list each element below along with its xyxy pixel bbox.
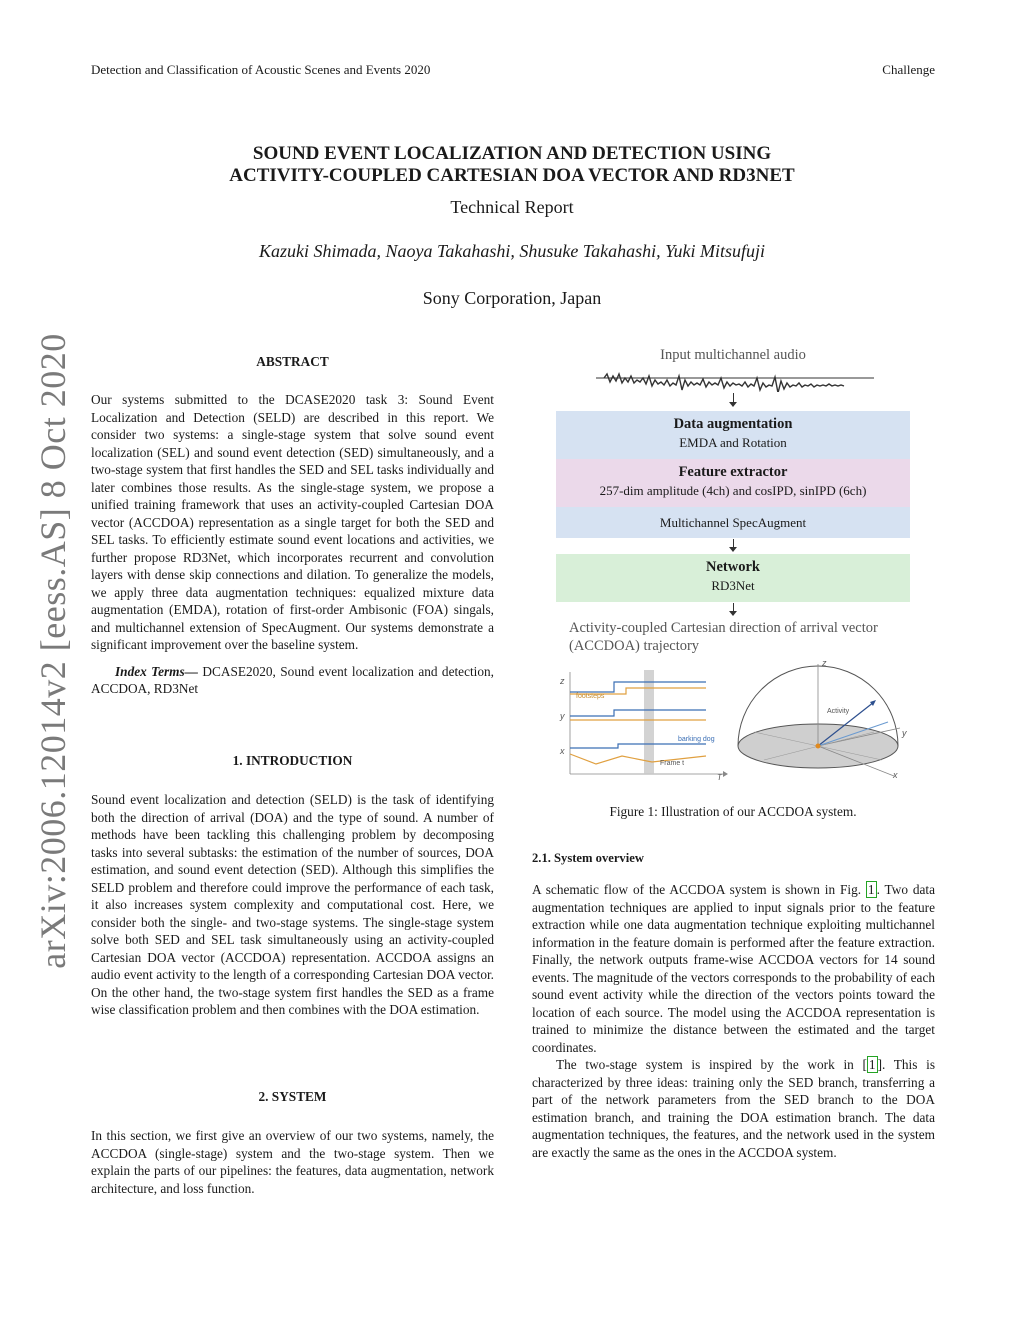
fig-1-ref-link[interactable]: 1	[867, 882, 875, 897]
accdoa-trajectory-label	[569, 619, 878, 655]
arrow-1-head	[729, 402, 737, 407]
paper-title	[150, 143, 874, 187]
plot-axis-x: x	[560, 746, 565, 756]
overview-p1-a: A schematic flow of the ACCDOA system is shown in Fig.	[532, 882, 866, 897]
title-line-1: SOUND EVENT LOCALIZATION AND DETECTION USING	[252, 143, 772, 164]
fig-input-label: Input multichannel audio	[660, 347, 806, 363]
trajectory-line-2: (ACCDOA) trajectory	[569, 638, 700, 654]
network-sub: RD3Net	[711, 578, 755, 593]
overview-p2-b: ]. This is characterized by three ideas: training only the SED branch, transferring a part of the network parameters from the SED branch to the DOA estimation branch, and training the DOA estimation branch. The data augmentation techniques, the features, and the network used in the system are exactly the same as the ones in the ACCDOA system.	[532, 1057, 935, 1160]
waveform-graphic	[594, 364, 874, 392]
footsteps-label: footsteps	[576, 693, 605, 700]
activity-label: Activity	[827, 708, 850, 715]
abstract-text: Our systems submitted to the DCASE2020 task 3: Sound Event Localization and Detection (SELD) are described in this report. We consider two systems: a single-stage system that solve sound event localization (SEL) and sound event detection (SED) simultaneously, and a two-stage system that first handles the SED and SEL tasks individually and later combines those results. As the single-stage system, we propose a unified training framework that uses an activity-coupled Cartesian DOA vector (ACCDOA) representation as a single target for both the SED and SEL tasks. To efficiently estimate sound event locations and activities, we further propose RD3Net, which incorporates recurrent and convolution layers with dense skip connections and dilation. To generalize the models, we apply three data augmentation techniques: equalized mixture data augmentation (EMDA), rotation of first-order Ambisonic (FOA) singals, and multichannel extension of SpecAugment. Our systems demonstrate a significant improvement over the baseline system.	[91, 392, 494, 652]
authors: Kazuki Shimada, Naoya Takahashi, Shusuke Takahashi, Yuki Mitsufuji	[258, 241, 766, 261]
T-label: T	[717, 773, 722, 782]
intro-heading: 1. INTRODUCTION	[232, 753, 353, 768]
data-augmentation-sub: EMDA and Rotation	[679, 435, 787, 450]
feature-extractor-sub: 257-dim amplitude (4ch) and cosIPD, sinIPD (6ch)	[599, 483, 867, 498]
system-text: In this section, we first give an overview of our two systems, namely, the ACCDOA (single-stage) system and the two-stage system. Then we explain the parts of our pipelines: the features, data augmentation, network architecture, and loss function.	[91, 1128, 494, 1196]
network-band	[556, 554, 910, 602]
hemi-axis-y: y	[902, 728, 907, 738]
abstract-heading: ABSTRACT	[256, 354, 329, 369]
running-header-right: Challenge	[882, 62, 935, 77]
arrow-3-head	[729, 611, 737, 616]
overview-paragraph-2	[532, 1056, 935, 1161]
title-line-2: ACTIVITY-COUPLED CARTESIAN DOA VECTOR AND RD3NET	[229, 165, 795, 186]
data-augmentation-band	[556, 411, 910, 459]
frame-label: Frame t	[660, 760, 685, 767]
arxiv-stamp: arXiv:2006.12014v2 [eess.AS] 8 Oct 2020	[33, 333, 73, 969]
specaugment-band	[556, 507, 910, 538]
abstract-body	[91, 391, 494, 698]
index-terms	[91, 663, 494, 698]
subtitle: Technical Report	[450, 197, 574, 217]
figure-caption: Figure 1: Illustration of our ACCDOA system.	[609, 804, 857, 819]
data-augmentation-title: Data augmentation	[673, 416, 793, 432]
system-heading: 2. SYSTEM	[258, 1089, 327, 1104]
index-terms-text: DCASE2020, Sound event localization and detection, ACCDOA, RD3Net	[91, 663, 494, 696]
plot-axis-y: y	[560, 711, 565, 721]
arrow-2-head	[729, 547, 737, 552]
index-terms-label: Index Terms—	[115, 663, 198, 679]
specaugment-label: Multichannel SpecAugment	[659, 515, 807, 530]
overview-heading: 2.1. System overview	[532, 851, 644, 865]
feature-extractor-title: Feature extractor	[678, 464, 788, 480]
overview-p2-a: The two-stage system is inspired by the work in [	[556, 1057, 867, 1072]
barking-dog-label: barking dog	[678, 736, 715, 743]
hemisphere-graphic	[734, 658, 914, 782]
citation-1-link[interactable]: 1	[868, 1057, 876, 1072]
hemi-axis-x: x	[893, 770, 898, 780]
network-title: Network	[706, 559, 760, 575]
trajectory-line-1: Activity-coupled Cartesian direction of arrival vector	[569, 620, 878, 636]
overview-body	[532, 881, 935, 1161]
intro-text: Sound event localization and detection (SELD) is the task of identifying both the direction of arrival (DOA) and the type of sound. A number of methods have been tackling this challenging problem by decomposing tasks into several subtasks: the estimation of the number of sources, DOA estimation, and sound event detection (SED). Although this simplifies the SELD problem and therefore could improve the performance of each task, it also increases system complexity and computational cost. Here, we consider both the single- and two-stage systems. The single-stage system solve both SED and SEL task simultaneously using an activity-coupled Cartesian DOA vector (ACCDOA) representation. ACCDOA assigns an audio event activity to the length of a corresponding Cartesian DOA vector. On the other hand, the two-stage system first handles the SED as a frame wise classification problem and then combines with the DOA estimation.	[91, 792, 494, 1017]
running-header-left: Detection and Classification of Acoustic Scenes and Events 2020	[91, 62, 431, 77]
affiliation: Sony Corporation, Japan	[422, 288, 602, 308]
hemi-axis-z: z	[822, 658, 827, 668]
overview-p1-b: . Two data augmentation techniques are applied to input signals prior to the feature extraction while one data augmentation technique exploiting multichannel information in the feature domain is performed after the feature extraction. Finally, the network outputs frame-wise ACCDOA vectors for 14 sound events. The magnitude of the vectors corresponds to the probability of each sound event activity while the direction of the vectors points toward the location of each source. The model using the ACCDOA representation is trained to minimize the distance between the estimated and the target coordinates.	[532, 882, 935, 1055]
overview-paragraph-1	[532, 881, 935, 1056]
trajectory-plot	[556, 664, 736, 788]
feature-extractor-band	[556, 459, 910, 507]
plot-axis-z: z	[560, 676, 565, 686]
